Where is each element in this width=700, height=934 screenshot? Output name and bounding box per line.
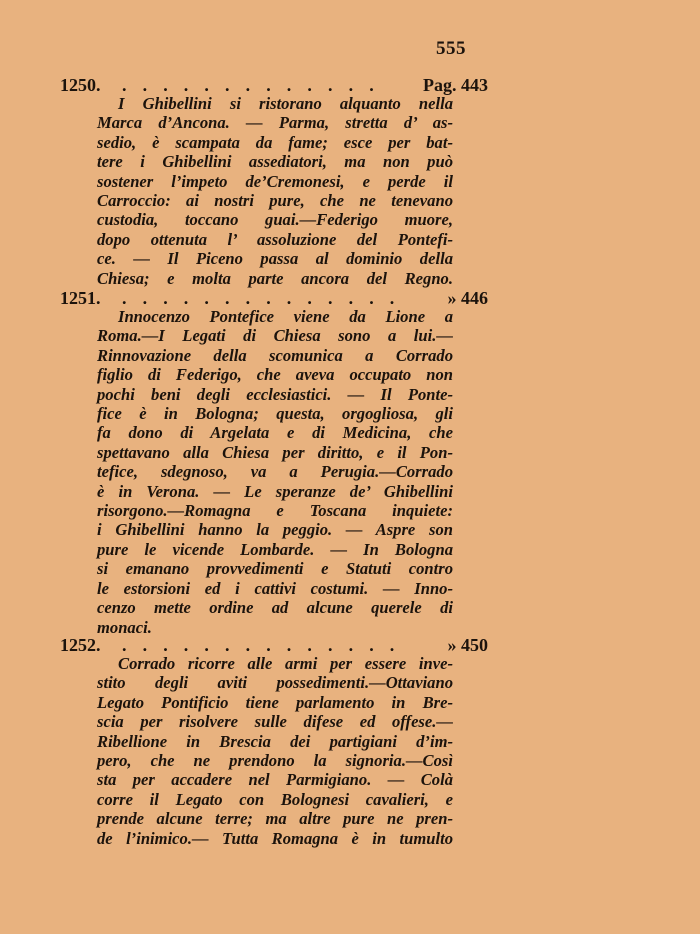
summary-line: spettavano alla Chiesa per diritto, e il Pon- (97, 442, 453, 462)
summary-line: monaci. (97, 617, 152, 637)
entry-year: 1250. (60, 75, 101, 95)
summary-line: fice è in Bologna; questa, orgogliosa, gli (97, 404, 453, 424)
summary-line: Marca d’Ancona. — Parma, stretta d’ as- (97, 113, 453, 133)
summary-line: Ribellione in Brescia dei partigiani d’im- (97, 731, 453, 751)
summary-line: è in Verona. — Le speranze de’ Ghibellini (97, 481, 453, 501)
summary-line: pero, che ne prendono la signoria.—Così (97, 751, 453, 771)
entry-summary-1252 (97, 654, 453, 848)
entry-heading-1252 (60, 634, 488, 656)
leader-dots: . . . . . . . . . . . . . (122, 75, 380, 95)
page-reference: » 450 (447, 635, 488, 655)
summary-line: I Ghibellini si ristorano alquanto nella (118, 94, 453, 113)
summary-line: corre il Legato con Bolognesi cavalieri, e (97, 789, 453, 809)
summary-line: pure le vicende Lombarde. — In Bologna (97, 539, 453, 559)
leader-dots: . . . . . . . . . . . . . . (122, 288, 401, 308)
summary-line: Innocenzo Pontefice viene da Lione a (118, 307, 453, 326)
summary-line: Carroccio: ai nostri pure, che ne tenevano (97, 191, 453, 211)
entry-summary-1250 (97, 94, 453, 288)
summary-line: sta per accadere nel Parmigiano. — Colà (97, 770, 453, 790)
summary-line: le estorsioni ed i cattivi costumi. — Inno- (97, 578, 453, 598)
summary-line: cenzo mette ordine ad alcune querele di (97, 598, 453, 618)
entry-year: 1251. (60, 288, 101, 308)
summary-line: Legato Pontificio tiene parlamento in Bre- (97, 692, 453, 712)
entry-heading-1250 (60, 74, 488, 96)
summary-line: si emanano provvedimenti e Statuti contro (97, 559, 453, 579)
summary-line: pochi beni degli ecclesiastici. — Il Ponte- (97, 384, 453, 404)
summary-line: figlio di Federigo, che aveva occupato non (97, 365, 453, 385)
summary-line: stito degli aviti possedimenti.—Ottaviano (97, 673, 453, 693)
summary-line: risorgono.—Romagna e Toscana inquiete: (97, 501, 453, 521)
summary-line: de l’inimico.— Tutta Romagna è in tumulto (97, 828, 453, 848)
summary-line: fa dono di Argelata e di Medicina, che (97, 423, 453, 443)
summary-line: Corrado ricorre alle armi per essere inve- (118, 654, 453, 673)
summary-line: Roma.—I Legati di Chiesa sono a lui.— (97, 326, 453, 346)
leader-dots: . . . . . . . . . . . . . . (122, 635, 401, 655)
summary-line: tefice, sdegnoso, va a Perugia.—Corrado (97, 462, 453, 482)
page-reference: Pag. 443 (423, 75, 488, 95)
page-reference: » 446 (447, 288, 488, 308)
summary-line: custodia, toccano guai.—Federigo muore, (97, 210, 453, 230)
summary-line: prende alcune terre; ma altre pure ne pren- (97, 809, 453, 829)
entry-year: 1252. (60, 635, 101, 655)
entry-summary-1251 (97, 307, 453, 637)
summary-line: scia per risolvere sulle difese ed offese.— (97, 712, 453, 732)
summary-line: dopo ottenuta l’ assoluzione del Pontefi- (97, 229, 453, 249)
summary-line: Rinnovazione della scomunica a Corrado (97, 345, 453, 365)
page-number: 555 (436, 38, 466, 59)
summary-line: tere i Ghibellini assediatori, ma non può (97, 152, 453, 172)
summary-line: Chiesa; e molta parte ancora del Regno. (97, 268, 453, 288)
entry-heading-1251 (60, 287, 488, 309)
summary-line: sedio, è scampata da fame; esce per bat- (97, 132, 453, 152)
summary-line: sostener l’impeto de’Cremonesi, e perde il (97, 171, 453, 191)
summary-line: ce. — Il Piceno passa al dominio della (97, 249, 453, 269)
summary-line: i Ghibellini hanno la peggio. — Aspre son (97, 520, 453, 540)
